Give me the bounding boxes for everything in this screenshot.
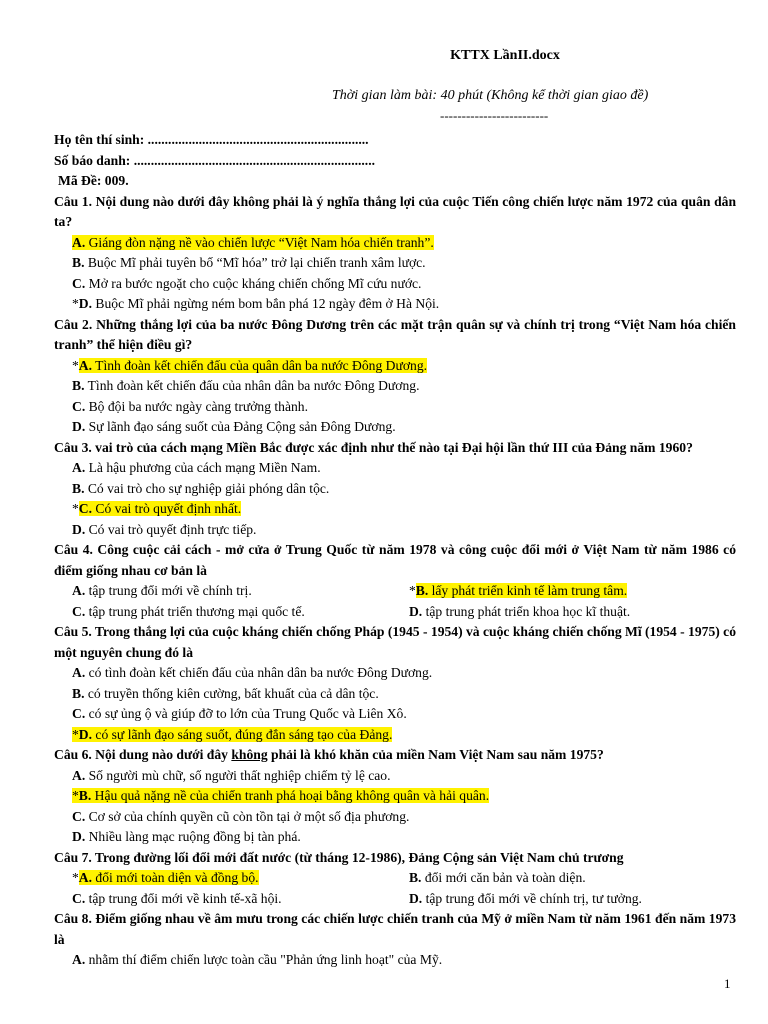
document-title: KTTX LầnII.docx — [450, 48, 560, 63]
question-7-option-c: C. tập trung đổi mới về kinh tế-xã hội. — [72, 890, 282, 906]
student-name-field: Họ tên thí sinh: ................................................................. — [54, 132, 369, 147]
question-6-option-d: D. Nhiều làng mạc ruộng đồng bị tàn phá. — [72, 829, 301, 844]
exam-code: Mã Đề: 009. — [58, 173, 129, 188]
question-5-option-d: *D. có sự lãnh đạo sáng suốt, đúng đắn sáng tạo của Đảng. — [72, 726, 393, 742]
question-3-option-b: B. Có vai trò cho sự nghiệp giải phóng dân tộc. — [72, 480, 330, 496]
question-5-option-b: B. có truyền thống kiên cường, bất khuất của cả dân tộc. — [72, 685, 379, 701]
student-id-field: Số báo danh: ....................................................................... — [54, 152, 375, 168]
question-6-option-c: C. Cơ sở của chính quyền cũ còn tồn tại ở một số địa phương. — [72, 808, 410, 824]
page-number: 1 — [724, 976, 731, 991]
question-4-option-d: D. tập trung phát triển khoa học kĩ thuật. — [408, 603, 631, 619]
question-1-option-c: C. Mở ra bước ngoặt cho cuộc kháng chiến chống Mĩ cứu nước. — [72, 275, 422, 291]
question-3-option-a: A. Là hậu phương của cách mạng Miền Nam. — [72, 460, 321, 475]
question-7-options-row-2 — [54, 889, 736, 910]
question-6-option-a: A. Số người mù chữ, số người thất nghiệp chiếm tỷ lệ cao. — [72, 767, 391, 783]
question-7-options-row-1 — [54, 868, 736, 889]
question-1: Câu 1. Nội dung nào dưới đây không phải là ý nghĩa thắng lợi của cuộc Tiến công chiến lược năm 1972 của quân dân ta? — [54, 193, 736, 229]
question-6-option-b: *B. Hậu quả nặng nề của chiến tranh phá hoại bằng không quân và hải quân. — [72, 788, 490, 803]
question-4-option-c: C. tập trung phát triển thương mại quốc tế. — [72, 603, 305, 619]
question-7-option-d: D. tập trung đổi mới về chính trị, tư tưởng. — [408, 890, 642, 906]
question-3-option-d: D. Có vai trò quyết định trực tiếp. — [72, 521, 257, 537]
question-1-option-a: A. Giáng đòn nặng nề vào chiến lược “Việt Nam hóa chiến tranh”. — [72, 234, 434, 250]
question-5: Câu 5. Trong thắng lợi của cuộc kháng chiến chống Pháp (1945 - 1954) và cuộc kháng chiến chống Mĩ (1954 - 1975) có một nguyên chung đó là — [54, 624, 736, 660]
question-3-option-c: *C. Có vai trò quyết định nhất. — [72, 501, 242, 516]
question-4-option-b: *B. lấy phát triển kinh tế làm trung tâm. — [408, 583, 628, 598]
question-3: Câu 3. vai trò của cách mạng Miền Bắc được xác định như thế nào tại Đại hội lần thứ III của Đảng năm 1960? — [54, 439, 693, 455]
question-4-options-row-2 — [54, 602, 736, 623]
question-5-option-a: A. có tình đoàn kết chiến đấu của nhân dân ba nước Đông Dương. — [72, 665, 433, 680]
question-7-option-b: B. đổi mới căn bản và toàn diện. — [408, 870, 586, 885]
question-1-option-b: B. Buộc Mĩ phải tuyên bố “Mĩ hóa” trở lại chiến tranh xâm lược. — [72, 255, 426, 270]
question-5-option-c: C. có sự ủng ộ và giúp đỡ to lớn của Trung Quốc và Liên Xô. — [72, 706, 407, 721]
underlined-word: không — [231, 747, 268, 762]
exam-time-note: Thời gian làm bài: 40 phút (Không kể thời gian giao đề) — [332, 88, 649, 103]
question-4-option-a: A. tập trung đổi mới về chính trị. — [72, 583, 252, 598]
question-4-options-row-1 — [54, 581, 736, 602]
question-7-option-a: *A. đổi mới toàn diện và đồng bộ. — [72, 870, 259, 885]
question-2: Câu 2. Những thắng lợi của ba nước Đông Dương trên các mặt trận quân sự và chính trị trong “Việt Nam hóa chiến tranh” thể hiện điều gì? — [54, 316, 736, 352]
question-7: Câu 7. Trong đường lối đổi mới đất nước (từ tháng 12-1986), Đảng Cộng sản Việt Nam chủ trương — [54, 849, 624, 865]
question-4: Câu 4. Công cuộc cải cách - mở cửa ở Trung Quốc từ năm 1978 và công cuộc đổi mới ở Việt Nam từ năm 1986 có điểm giống nhau cơ bản là — [54, 542, 736, 578]
question-6: Câu 6. Nội dung nào dưới đây không phải là khó khăn của miền Nam Việt Nam sau năm 1975? — [54, 747, 604, 762]
question-8-option-a: A. nhằm thí điểm chiến lược toàn cầu "Phản ứng linh hoạt" của Mỹ. — [72, 952, 443, 967]
exam-content — [54, 130, 736, 971]
question-8: Câu 8. Điểm giống nhau về âm mưu trong các chiến lược chiến tranh của Mỹ ở miền Nam từ năm 1961 đến năm 1973 là — [54, 911, 736, 947]
question-2-option-a: *A. Tình đoàn kết chiến đấu của quân dân ba nước Đông Dương. — [72, 357, 428, 373]
question-1-option-d: *D. Buộc Mĩ phải ngừng ném bom bắn phá 12 ngày đêm ở Hà Nội. — [72, 296, 440, 311]
question-2-option-c: C. Bộ đội ba nước ngày càng trưởng thành. — [72, 398, 308, 414]
question-2-option-d: D. Sự lãnh đạo sáng suốt của Đảng Cộng sản Đông Dương. — [72, 419, 396, 434]
question-2-option-b: B. Tình đoàn kết chiến đấu của nhân dân ba nước Đông Dương. — [72, 378, 420, 393]
separator-dashes: ------------------------- — [440, 108, 549, 123]
